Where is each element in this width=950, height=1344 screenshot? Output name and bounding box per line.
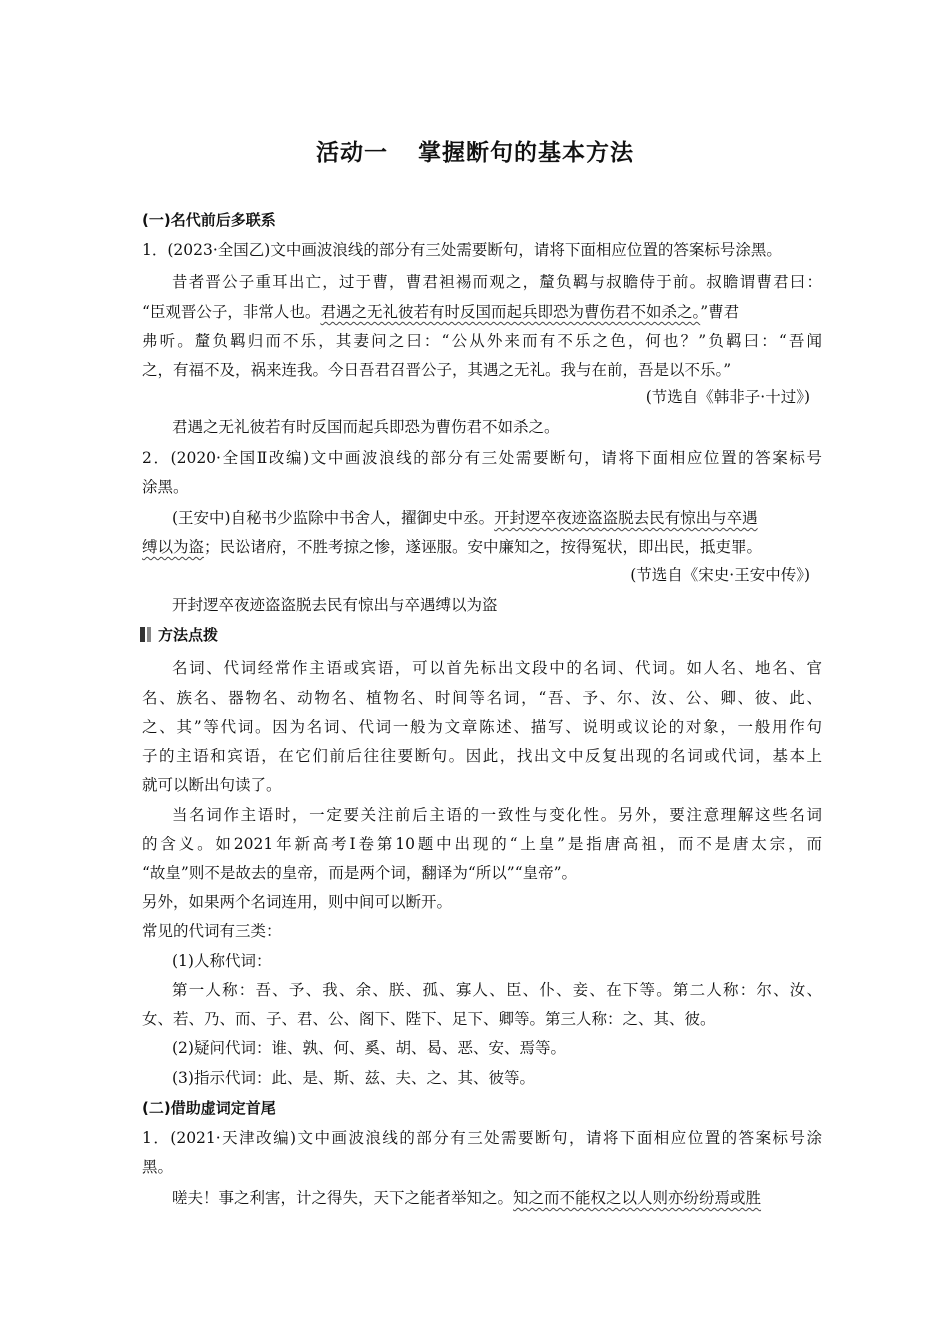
question-2-prompt: 2．(2020·全国Ⅱ改编)文中画波浪线的部分有三处需要断句，请将下面相应位置的答案标号 (142, 449, 822, 467)
paragraph-line: 名、族名、器物名、动物名、植物名、时间等名词，“吾、予、尔、汝、公、卿、彼、此、 (142, 689, 822, 707)
pronoun-category-title: (1)人称代词： (172, 952, 272, 970)
wavy-underlined-text: 君遇之无礼彼若有时反国而起兵即恐为曹伤君不如杀之。 (320, 303, 701, 321)
question-1-prompt-cont: 黑。 (142, 1158, 174, 1176)
section-heading-nouns: (一)名代前后多联系 (142, 211, 276, 229)
paragraph-line: 的含义。如2021年新高考Ⅰ卷第10题中出现的“上皇”是指唐高祖，而不是唐太宗，而 (142, 835, 822, 853)
pronoun-list-line: 第一人称：吾、予、我、余、朕、孤、寡人、臣、仆、妾、在下等。第二人称：尔、汝、 (172, 981, 822, 999)
wavy-underlined-text: 缚以为盗 (142, 538, 205, 556)
passage-line: 嗟夫！事之利害，计之得失，天下之能者举知之。知之而不能权之以人则亦纷纷焉或胜 (172, 1189, 762, 1207)
activity-label: 活动一 (316, 140, 388, 166)
question-1-prompt: 1．(2023·全国乙)文中画波浪线的部分有三处需要断句，请将下面相应位置的答案标号涂黑。 (142, 241, 782, 259)
passage-line: 弗听。釐负羁归而不乐，其妻问之曰：“公从外来而有不乐之色，何也？”负羁曰：“吾闻 (142, 332, 822, 350)
passage-line: 昔者晋公子重耳出亡，过于曹，曹君袒裼而观之，釐负羁与叔瞻侍于前。叔瞻谓曹君曰： (172, 273, 822, 291)
wavy-underlined-text: 知之而不能权之以人则亦纷纷焉或胜 (513, 1189, 762, 1207)
pronoun-category-line: (3)指示代词：此、是、斯、兹、夫、之、其、彼等。 (172, 1069, 535, 1087)
paragraph-line: 名词、代词经常作主语或宾语，可以首先标出文段中的名词、代词。如人名、地名、官 (172, 659, 822, 677)
method-heading-label: 方法点拨 (158, 626, 219, 644)
paragraph-line: 就可以断出句读了。 (142, 776, 282, 794)
paragraph-line: 当名词作主语时，一定要关注前后主语的一致性与变化性。另外，要注意理解这些名词 (172, 806, 822, 824)
source-citation: (节选自《韩非子·十过》) (645, 388, 810, 406)
heading-marker-icon (140, 627, 145, 642)
paragraph-line: 另外，如果两个名词连用，则中间可以断开。 (142, 893, 453, 911)
question-2-prompt-cont: 涂黑。 (142, 478, 189, 496)
passage-line: 缚以为盗；民讼诸府，不胜考掠之惨，遂诬服。安中廉知之，按得冤状，即出民，抵吏罪。 (142, 538, 763, 556)
answer-line: 君遇之无礼彼若有时反国而起兵即恐为曹伤君不如杀之。 (172, 418, 560, 436)
source-citation: (节选自《宋史·王安中传》) (630, 566, 810, 584)
passage-line: 之，有福不及，祸来连我。今日吾君召晋公子，其遇之无礼。我与在前，吾是以不乐。” (142, 361, 732, 379)
paragraph-line: 之、其”等代词。因为名词、代词一般为文章陈述、描写、说明或议论的对象，一般用作句 (142, 718, 822, 736)
passage-line: (王安中)自秘书少监除中书舍人，擢御史中丞。开封逻卒夜迹盗盗脱去民有惊出与卒遇 (172, 509, 758, 527)
wavy-underlined-text: 开封逻卒夜迹盗盗脱去民有惊出与卒遇 (494, 509, 758, 527)
paragraph-line: 常见的代词有三类： (142, 922, 282, 940)
question-1-prompt: 1．(2021·天津改编)文中画波浪线的部分有三处需要断句，请将下面相应位置的答案标号涂 (142, 1129, 822, 1147)
section-heading-particles: (二)借助虚词定首尾 (142, 1099, 276, 1117)
answer-line: 开封逻卒夜迹盗盗脱去民有惊出与卒遇缚以为盗 (172, 596, 498, 614)
activity-topic: 掌握断句的基本方法 (418, 140, 634, 166)
pronoun-category-line: (2)疑问代词：谁、孰、何、奚、胡、曷、恶、安、焉等。 (172, 1039, 566, 1057)
paragraph-line: 子的主语和宾语，在它们前后往往要断句。因此，找出文中反复出现的名词或代词，基本上 (142, 747, 822, 765)
passage-line: “臣观晋公子，非常人也。君遇之无礼彼若有时反国而起兵即恐为曹伤君不如杀之。”曹君 (142, 303, 740, 321)
pronoun-list-line: 女、若、乃、而、子、君、公、阁下、陛下、足下、卿等。第三人称：之、其、彼。 (142, 1010, 716, 1028)
page-title (0, 134, 950, 167)
heading-marker-icon (147, 627, 151, 642)
paragraph-line: “故皇”则不是故去的皇帝，而是两个词，翻译为“所以”“皇帝”。 (142, 864, 578, 882)
